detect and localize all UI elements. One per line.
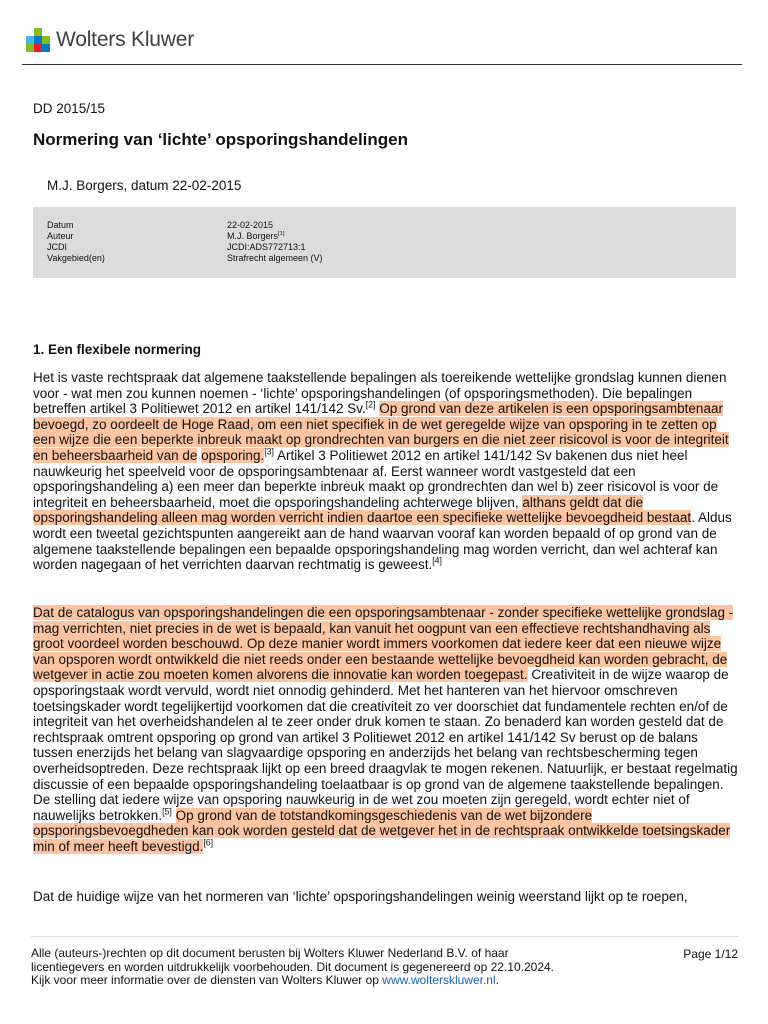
- brand-name: Wolters Kluwer: [56, 28, 195, 51]
- meta-key: JCDI: [47, 242, 67, 252]
- section-heading: 1. Een flexibele normering: [33, 342, 202, 357]
- meta-value: JCDI:ADS772713:1: [227, 242, 306, 252]
- wolterskluwer-link[interactable]: www.wolterskluwer.nl: [382, 973, 496, 987]
- footnote-ref[interactable]: [2]: [365, 399, 376, 410]
- meta-key: Auteur: [47, 231, 74, 241]
- meta-value: M.J. Borgers[1]: [227, 231, 285, 241]
- wolters-kluwer-logo[interactable]: [26, 28, 194, 52]
- paragraph-3: Dat de huidige wijze van het normeren van ‘lichte’ opsporingshandelingen weinig weerstand lijkt op te roepen,: [33, 889, 688, 904]
- page-header: [22, 24, 742, 65]
- footnote-ref[interactable]: [6]: [203, 837, 214, 848]
- highlight: Dat de catalogus van opsporingshandelingen die een opsporingsambtenaar - zonder specifieke wettelijke grondslag - mag verrichten, niet precies in de wet is bepaald, kan vanuit het oogpunt van een effectieve rechtshandhaving als groot voordeel worden beschouwd. Op deze manier wordt immers voorkomen dat iedere keer dat een nieuwe wijze van opsporen wordt ontwikkeld die niet reeds onder een bestaande wettelijke bevoegdheid kan worden gebracht, de wetgever in actie zou moeten komen alvorens die innovatie kan worden toegepast.: [33, 605, 734, 683]
- document-number: DD 2015/15: [33, 101, 106, 116]
- document-title: Normering van ‘lichte’ opsporingshandelingen: [33, 130, 408, 149]
- meta-value: Strafrecht algemeen (V): [227, 253, 323, 263]
- meta-value: 22-02-2015: [227, 220, 274, 230]
- highlight: althans geldt dat die opsporingshandeling alleen mag worden verricht indien daartoe een specifieke wettelijke bevoegdheid bestaat: [33, 494, 692, 526]
- highlight: Op grond van deze artikelen is een opsporingsambtenaar bevoegd, zo oordeelt de Hoge Raad, om een niet specifiek in de wet geregelde wijze van opsporing in te zetten op een wijze die een beperkte inbreuk maakt op grondrechten van burgers en die niet zeer risicovol is voor de integriteit en beheersbaarheid van de: [33, 401, 729, 463]
- highlight: opsporing.: [201, 447, 265, 463]
- highlight: Op grond van de totstandkomingsgeschiedenis van de wet bijzondere opsporingsbevoegdheden kan ook worden gesteld dat de wetgever het in de rechtspraak ontwikkelde toetsingskader min of meer heeft bevestigd.: [33, 807, 731, 854]
- page-number: Page 1/12: [683, 947, 738, 961]
- footnote-ref[interactable]: [4]: [432, 555, 442, 566]
- footer-copyright: Alle (auteurs-)rechten op dit document berusten bij Wolters Kluwer Nederland B.V. of haar licentiegevers en worden uitdrukkelijk voorbehouden. Dit document is gegenereerd op 22.10.2024. Kijk voor meer informatie over de diensten van Wolters Kluwer op www.wolterskluwer.nl.: [31, 946, 555, 987]
- footer-divider: [31, 936, 738, 937]
- metadata-box: [33, 207, 736, 278]
- paragraph-1: Het is vaste rechtspraak dat algemene taakstellende bepalingen als toereikende wettelijke grondslag kunnen dienen voor - wat men zou kunnen noemen - ‘lichte’ opsporingshandelingen (of opsporingsmethoden). Die bepalingen betreffen artikel 3 Politiewet 2012 en artikel 141/142 Sv.[2] Op grond van deze artikelen is een opsporingsambtenaar bevoegd, zo oordeelt de Hoge Raad, om een niet specifiek in de wet geregelde wijze van opsporing in te zetten op een wijze die een beperkte inbreuk maakt op grondrechten van burgers en die niet zeer risicovol is voor de integriteit en beheersbaarheid van de opsporing.[3] Artikel 3 Politiewet 2012 en artikel 141/142 Sv bakenen dus niet heel nauwkeurig het speelveld voor de opsporingsambtenaar af. Eerst wanneer wordt vastgesteld dat een opsporingshandeling a) een meer dan beperkte inbreuk maakt op grondrechten dan wel b) zeer risicovol is voor de integriteit en beheersbaarheid, moet die opsporingshandeling achterwege blijven, althans geldt dat die opsporingshandeling alleen mag worden verricht indien daartoe een specifieke wettelijke bevoegdheid bestaat. Aldus wordt een tweetal gezichtspunten aangereikt aan de hand waarvan vooraf kan worden bepaald of op grond van de algemene taakstellende bepalingen een bepaalde opsporingshandeling mag worden verricht, dan wel achteraf kan worden nagegaan of het verrichten daarvan rechtmatig is geweest.[4]: [33, 370, 732, 573]
- paragraph-2: Dat de catalogus van opsporingshandelingen die een opsporingsambtenaar - zonder specifieke wettelijke grondslag - mag verrichten, niet precies in de wet is bepaald, kan vanuit het oogpunt van een effectieve rechtshandhaving als groot voordeel worden beschouwd. Op deze manier wordt immers voorkomen dat iedere keer dat een nieuwe wijze van opsporen wordt ontwikkeld die niet reeds onder een bestaande wettelijke bevoegdheid kan worden gebracht, de wetgever in actie zou moeten komen alvorens die innovatie kan worden toegepast. Creativiteit in de wijze waarop de opsporingstaak wordt vervuld, wordt niet onnodig gehinderd. Met het hanteren van het hiervoor omschreven toetsingskader wordt tegelijkertijd voorkomen dat die creativiteit zo ver doorschiet dat fundamentele rechten en/of de integriteit van het overheidshandelen al te zeer onder druk komen te staan. Zo benaderd kan worden gesteld dat de rechtspraak omtrent opsporing op grond van artikel 3 Politiewet 2012 en artikel 141/142 Sv berust op de balans tussen enerzijds het belang van slagvaardige opsporing en anderzijds het belang van rechtsbescherming tegen overheidsoptreden. Deze rechtspraak lijkt op een breed draagvlak te mogen rekenen. Natuurlijk, er bestaat regelmatig discussie of een bepaalde opsporingshandeling toelaatbaar is op grond van de algemene taakstellende bepalingen. De stelling dat iedere wijze van opsporing nauwkeurig in de wet zou moeten zijn geregeld, wordt echter niet of nauwelijks betrokken.[5] Op grond van de totstandkomingsgeschiedenis van de wet bijzondere opsporingsbevoegdheden kan ook worden gesteld dat de wetgever het in de rechtspraak ontwikkelde toetsingskader min of meer heeft bevestigd.[6]: [33, 605, 738, 854]
- meta-key: Datum: [47, 220, 74, 230]
- wk-logo-icon: [26, 28, 50, 52]
- footnote-ref[interactable]: [5]: [162, 806, 172, 817]
- footnote-ref[interactable]: [3]: [264, 446, 274, 457]
- author-line: M.J. Borgers, datum 22-02-2015: [47, 178, 242, 193]
- meta-key: Vakgebied(en): [47, 253, 105, 263]
- footnote-ref[interactable]: [1]: [278, 231, 285, 237]
